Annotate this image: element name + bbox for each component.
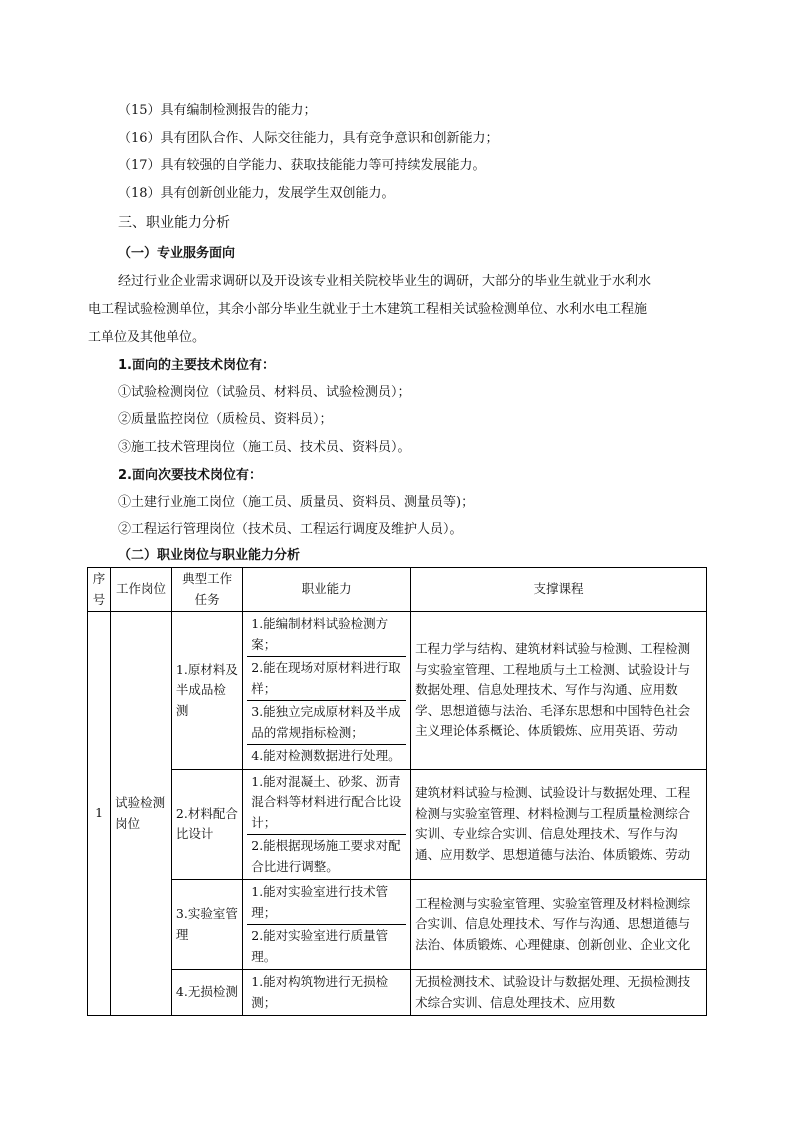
table-row	[88, 880, 707, 970]
header-course: 支撑课程	[411, 568, 707, 612]
section-title: 三、职业能力分析	[118, 215, 230, 231]
task-name: 2.材料配合比设计	[171, 769, 242, 880]
main-post-2: ②质量监控岗位（质检员、资料员）；	[118, 412, 333, 427]
main-posts-title: 1.面向的主要技术岗位有：	[118, 358, 275, 373]
ability-item-18: （18）具有创新创业能力，发展学生双创能力。	[118, 186, 395, 201]
subsection2-title: （二）职业岗位与职业能力分析	[118, 548, 301, 563]
main-post-1: ①试验检测岗位（试验员、材料员、试验检测员）；	[118, 385, 411, 400]
main-post-3: ③施工技术管理岗位（施工员、技术员、资料员）。	[118, 440, 411, 455]
task-courses: 建筑材料试验与检测、试验设计与数据处理、工程检测与实验室管理、材料检测与工程质量检测综合实训、专业综合实训、信息处理技术、写作与沟通、应用数学、思想道德与法治、体质锻炼、劳动	[411, 769, 707, 880]
subsection1-title: （一）专业服务面向	[118, 246, 236, 261]
ability-item: 1.能编制材料试验检测方案；	[251, 616, 389, 652]
paragraph-line-2: 电工程试验检测单位，其余小部分毕业生就业于土木建筑工程相关试验检测单位、水利水电工程施	[88, 302, 648, 317]
secondary-post-1: ①土建行业施工岗位（施工员、质量员、资料员、测量员等)；	[118, 495, 475, 510]
ability-item: 2.能在现场对原材料进行取样；	[247, 656, 406, 700]
header-task: 典型工作任务	[171, 568, 242, 612]
header-no: 序号	[88, 568, 111, 612]
task-name: 3.实验室管理	[171, 880, 242, 970]
ability-item-16: （16）具有团队合作、人际交往能力，具有竞争意识和创新能力；	[118, 131, 499, 146]
ability-item: 2.能对实验室进行质量管理。	[247, 924, 406, 968]
ability-analysis-table	[87, 567, 707, 1016]
ability-item: 1.能对混凝土、砂浆、沥青混合料等材料进行配合比设计；	[251, 773, 402, 830]
task-courses: 工程力学与结构、建筑材料试验与检测、工程检测与实验室管理、工程地质与土工检测、试验设计与数据处理、信息处理技术、写作与沟通、应用数学、思想道德与法治、毛泽东思想和中国特色社会主义理论体系概论、体质锻炼、应用英语、劳动	[411, 612, 707, 770]
task-abilities	[243, 880, 411, 970]
task-abilities	[243, 612, 411, 770]
paragraph-line-3: 工单位及其他单位。	[88, 330, 206, 345]
ability-item-15: （15）具有编制检测报告的能力；	[118, 103, 317, 118]
header-post: 工作岗位	[111, 568, 172, 612]
table-row	[88, 769, 707, 880]
ability-item: 1.能对实验室进行技术管理；	[251, 884, 389, 920]
task-courses: 工程检测与实验室管理、实验室管理及材料检测综合实训、信息处理技术、写作与沟通、思想道德与法治、体质锻炼、心理健康、创新创业、企业文化	[411, 880, 707, 970]
table-row	[88, 970, 707, 1016]
header-ability: 职业能力	[243, 568, 411, 612]
task-courses: 无损检测技术、试验设计与数据处理、无损检测技术综合实训、信息处理技术、应用数	[411, 970, 707, 1016]
ability-item: 2.能根据现场施工要求对配合比进行调整。	[247, 834, 406, 878]
table-header-row	[88, 568, 707, 612]
ability-item: 1.能对构筑物进行无损检测；	[251, 974, 389, 1010]
table-row	[88, 612, 707, 770]
task-abilities	[243, 769, 411, 880]
ability-item-17: （17）具有较强的自学能力、获取技能能力等可持续发展能力。	[118, 158, 486, 173]
ability-item: 4.能对检测数据进行处理。	[247, 744, 406, 768]
task-abilities	[243, 970, 411, 1016]
secondary-posts-title: 2.面向次要技术岗位有：	[118, 468, 262, 483]
row-number: 1	[88, 612, 111, 1016]
secondary-post-2: ②工程运行管理岗位（技术员、工程运行调度及维护人员）。	[118, 522, 463, 537]
paragraph-line-1: 经过行业企业需求调研以及开设该专业相关院校毕业生的调研，大部分的毕业生就业于水利水	[118, 274, 652, 289]
row-post: 试验检测岗位	[111, 612, 172, 1016]
task-name: 1.原材料及半成品检测	[171, 612, 242, 770]
task-name: 4.无损检测	[171, 970, 242, 1016]
ability-item: 3.能独立完成原材料及半成品的常规指标检测；	[247, 700, 406, 744]
